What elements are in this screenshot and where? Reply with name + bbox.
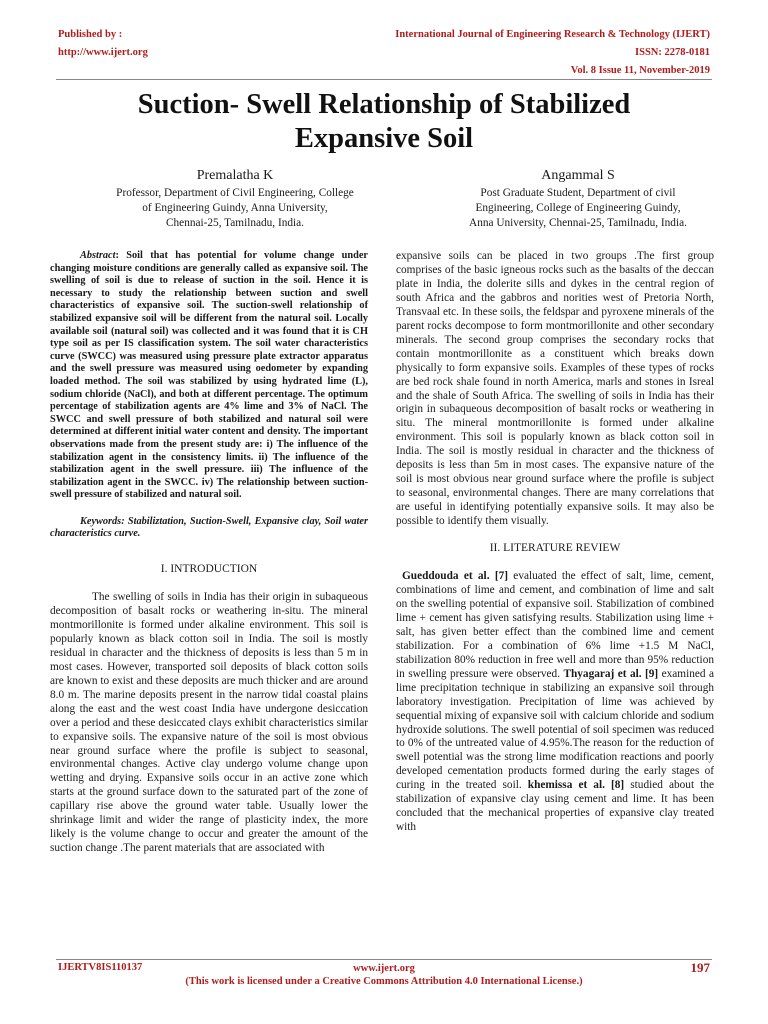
affiliation-line: Chennai-25, Tamilnadu, India. [166,217,304,229]
citation-reference: Gueddouda et al. [7] [402,570,508,583]
introduction-continued-paragraph: expansive soils can be placed in two groups .The first group comprises of the basic igneous rocks such as the basalts of the deccan plate in India, the dolerite sills and dykes in the central region of south Africa and the gabbros and norities west of Pretoria North, Transvaal etc. In these soils, the feldspar and pyroxene minerals of the parent rocks decompose to form montmorillonite and other secondary minerals. The second group comprises the secondary rocks that contain montmorillonite as a constituent which breaks down physically to form expansive soils. Examples of these types of rocks are bed rock shale found in north America, marls and stones in Isreal and the shale of South Africa. The swelling of soils in India has their origin in subaqueous decomposition of basalt rocks or weathering in situ. The mineral montmorillonite is formed under alkaline environment. This soil is popularly known as black cotton soil in India. The soil is mostly residual in character and the thickness of deposits is less than 5m in most cases. The expansive nature of the soil is most obvious near ground surface where the profile is subject to seasonal, environmental changes. There are many correlations that are useful in identifying potentially expansive soils. It may also be possible to identify them visually. [396,250,715,528]
issn: ISSN: 2278-0181 [635,47,710,58]
author-block-2 [418,167,738,231]
paper-id: IJERTV8IS110137 [58,962,143,973]
paragraph-text: evaluated the effect of salt, lime, cement, combinations of lime and cement, and combination of lime and salt on the swelling potential of expansive soil. Stabilization of combined lime + cement has given satisfying results. Stabilization using lime + salt, has given better effect than the combined lime and cement stabilization. For a combination of 6% lime +1.5 M NaCl, stabilization 80% reduction in free well and more than 95% reduction in swelling pressure were observed. [396,570,714,680]
affiliation-line: Post Graduate Student, Department of civil [480,187,676,199]
section-heading-introduction: I. INTRODUCTION [160,563,258,576]
title-line-1: Suction- Swell Relationship of Stabilized [137,89,631,120]
citation-reference: Thyagaraj et al. [9] [563,667,659,680]
author-affiliation [75,186,395,231]
paragraph-text: examined a lime precipitation technique in stabilizing an expansive soil through laboratory investigation. Precipitation of lime was achieved by sequential mixing of expansive soil with calcium chloride and sodium hydroxide solutions. The swell potential of soil specimen was reduced to 0% of the untreated value of 4.95%.The reason for the reduction of swell potential was the strong lime modification reactions and poorly developed cementation products formed during the early stages of curing in the treated soil. [396,667,714,792]
header-right [395,26,710,80]
license-notice: (This work is licensed under a Creative Commons Attribution 4.0 International License.) [185,976,583,987]
left-column [50,250,368,856]
keywords [50,516,368,541]
citation-reference: khemissa et al. [8] [527,779,625,792]
right-column [396,250,714,835]
header-divider [56,79,712,80]
publisher-website-link[interactable]: http://www.ijert.org [58,47,148,58]
page-number: 197 [690,960,710,975]
author-name: Angammal S [541,168,615,183]
volume-issue: Vol. 8 Issue 11, November-2019 [570,65,710,76]
keywords-text: Stabiliztation, Suction-Swell, Expansive clay, Soil water characteristics curve. [50,515,368,540]
paper-title [60,88,708,156]
author-block-1 [75,167,395,231]
section-heading-literature-review: II. LITERATURE REVIEW [489,542,621,555]
paragraph-text: studied about the stabilization of expansive clay using cement and lime. It has been concluded that the mechanical properties of expansive clay treated with [396,779,714,834]
abstract-text: : Soil that has potential for volume change under changing moisture conditions are generally called as expansive soil. The swelling of soil is due to release of suction in the soil. Hence it is necessary to study the relationship between suction and swell characteristics of expansive soil. The suction-swell relationship of stabilized expansive soil will be different from the natural soil. Locally available soil (natural soil) was collected and it was found that it is CH type soil as per IS classification system. The soil water characteristics curve (SWCC) was measured using pressure plate extractor apparatus and the swell pressure was measured using oedometer by expanding loaded method. The soil was stabilized by using hydrated lime (L), sodium chloride (NaCl), and both at different percentage. The optimum percentage of stabilization agents are 4% lime and 3% of NaCl. The SWCC and swell pressure of both stabilized and natural soil were determined at different initial water content and density. The important observations made from the present study are: i) The influence of the stabilization agent in the consistency limits. ii) The influence of the stabilization agent in the swell pressure. iii) The influence of the stabilization agent in the SWCC. iv) The relationship between suction-swell pressure of stabilized and natural soil. [50,250,368,501]
affiliation-line: Professor, Department of Civil Engineering, College [116,187,354,199]
affiliation-line: of Engineering Guindy, Anna University, [142,202,328,214]
footer-divider [56,959,712,960]
keywords-label: Keywords: [80,515,125,527]
literature-review-paragraph [396,570,714,835]
journal-name: International Journal of Engineering Research & Technology (IJERT) [395,29,710,40]
author-affiliation [418,186,738,231]
abstract-label: Abstract [80,250,116,261]
header-left [58,26,148,62]
published-by: Published by : [58,29,123,40]
footer-center [0,962,768,988]
author-name: Premalatha K [196,168,274,183]
affiliation-line: Anna University, Chennai-25, Tamilnadu, India. [469,217,687,229]
introduction-paragraph: The swelling of soils in India has their origin in subaqueous decomposition of basalt rocks or weathering in-situ. The mineral montmorillonite is formed under alkaline environment. This soil is popularly known as black cotton soil in India. The soil is mostly residual in character and the thickness of deposits is less than 5 m in most cases. However, transported soil deposits of black cotton soils are known to exist and these deposits are much thicker and are around 8.0 m. The marine deposits present in the narrow tidal coastal plains along the east and the west coast India have undergone desiccation over a period and these desiccated clays exhibit characteristics similar to expansive soils. The expansive nature of the soil is most obvious near ground surface where the profile is subject to seasonal, environmental changes. Active clay undergo volume change upon wetting and drying. Expansive soils occur in an active zone which starts at the ground surface down to the saturated part of the zone of capillary rise above the ground water table. Usually lower the shrinkage limit and wider the range of plasticity index, the more likely is the volume change to occur and greater the amount of the suction change .The parent materials that are associated with [50,591,368,855]
affiliation-line: Engineering, College of Engineering Guindy, [475,202,681,214]
footer-website-link[interactable]: www.ijert.org [353,963,415,974]
title-line-2: Expansive Soil [294,123,474,154]
abstract [50,250,368,502]
